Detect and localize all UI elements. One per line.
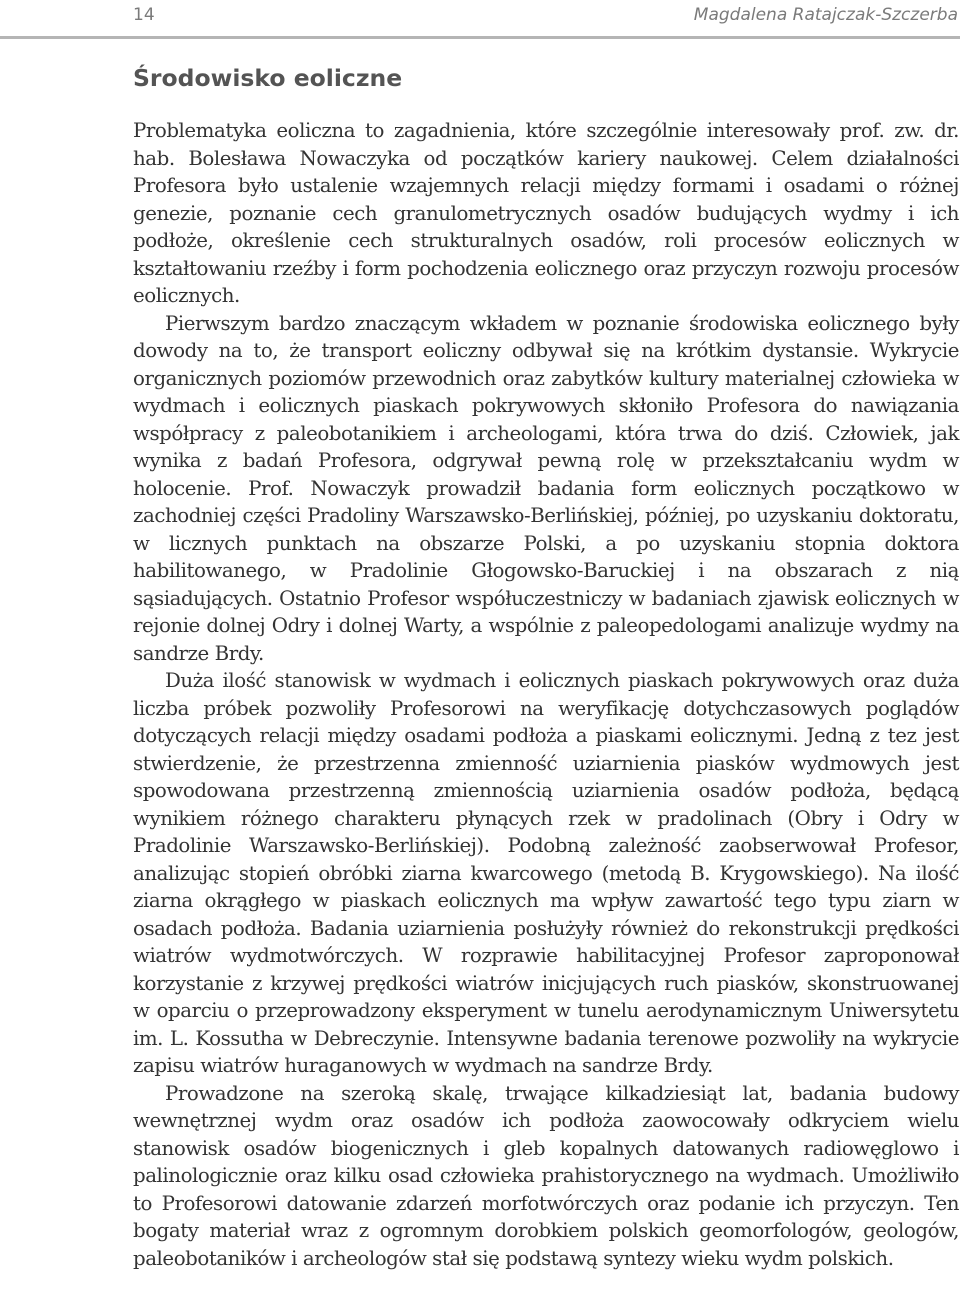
paragraph-1: Problematyka eoliczna to zagadnienia, które szczególnie interesowały prof. zw. dr. hab. Bolesława Nowaczyka od początków kariery naukowej. Celem działalności Profesora było ustalenie wzajemnych relacji między formami i osadami o różnej genezie, poznanie cech granulometrycznych osadów budujących wydmy i ich podłoże, określenie cech strukturalnych osadów, roli procesów eolicznych w kształtowaniu rzeźby i form pochodzenia eolicznego oraz przyczyn rozwoju procesów eolicznych. bbox=[133, 119, 959, 307]
section-title: Środowisko eoliczne bbox=[133, 64, 403, 92]
body-text bbox=[133, 117, 959, 1272]
running-header bbox=[0, 0, 960, 39]
page-number: 14 bbox=[133, 5, 155, 25]
paragraph-2: Pierwszym bardzo znaczącym wkładem w poznanie środowiska eolicznego były dowody na to, że transport eoliczny odbywał się na krótkim dystansie. Wykrycie organicznych poziomów przewodnich oraz zabytków kultury materialnej człowieka w wydmach i eolicznych piaskach pokrywowych skłoniło Profesora do nawiązania współpracy z paleobotanikiem i archeologami, która trwa do dziś. Człowiek, jak wynika z badań Profesora, odgrywał pewną rolę w przekształcaniu wydm w holocenie. Prof. Nowaczyk prowadził badania form eolicznych początkowo w zachodniej części Pradoliny Warszawsko-Berlińskiej, później, po uzyskaniu doktoratu, w licznych punktach na obszarze Polski, a po uzyskaniu stopnia doktora habilitowanego, w Pradolinie Głogowsko-Baruckiej i na obszarach z nią sąsiadujących. Ostatnio Profesor współuczestniczy w badaniach zjawisk eolicznych w rejonie dolnej Odry i dolnej Warty, a wspólnie z paleopedologami analizuje wydmy na sandrze Brdy. bbox=[133, 311, 959, 665]
running-head-author: Magdalena Ratajczak-Szczerba bbox=[693, 5, 958, 25]
paragraph-4: Prowadzone na szeroką skalę, trwające kilkadziesiąt lat, badania budowy wewnętrznej wydm oraz osadów ich podłoża zaowocowały odkryciem wielu stanowisk osadów biogenicznych i gleb kopalnych datowanych radiowęglowo i palinologicznie oraz kilku osad człowieka prahistorycznego na wydmach. Umożliwiło to Profesorowi datowanie zdarzeń morfotwórczych oraz podanie ich przyczyn. Ten bogaty materiał wraz z ogromnym dorobkiem polskich geomorfologów, geologów, paleobotaników i archeologów stał się podstawą syntezy wieku wydm polskich. bbox=[133, 1081, 959, 1270]
paragraph-3: Duża ilość stanowisk w wydmach i eolicznych piaskach pokrywowych oraz duża liczba próbek pozwoliły Profesorowi na weryfikację dotychczasowych poglądów dotyczących relacji między osadami podłoża a piaskami eolicznymi. Jedną z tez jest stwierdzenie, że przestrzenna zmienność uziarnienia piasków wydmowych jest spowodowana przestrzenną zmiennością uziarnienia osadów podłoża, będącą wynikiem różnego charakteru płynących rzek w pradolinach (Obry i Odry w Pradolinie Warszawsko-Berlińskiej). Podobną zależność zaobserwował Profesor, analizując stopień obróbki ziarna kwarcowego (metodą B. Krygowskiego). Na ilość ziarna okrągłego w piaskach eolicznych ma wpływ zawartość tego typu ziarn w osadach podłoża. Badania uziarnienia posłużyły również do rekonstrukcji prędkości wiatrów wydmotwórczych. W rozprawie habilitacyjnej Profesor zaproponował korzystanie z krzywej prędkości wiatrów inicjujących ruch piasków, skonstruowanej w oparciu o przeprowadzony eksperyment w tunelu aerodynamicznym Uniwersytetu im. L. Kossutha w Debreczynie. Intensywne badania terenowe pozwoliły na wykrycie zapisu wiatrów huraganowych w wydmach na sandrze Brdy. bbox=[133, 669, 959, 1077]
